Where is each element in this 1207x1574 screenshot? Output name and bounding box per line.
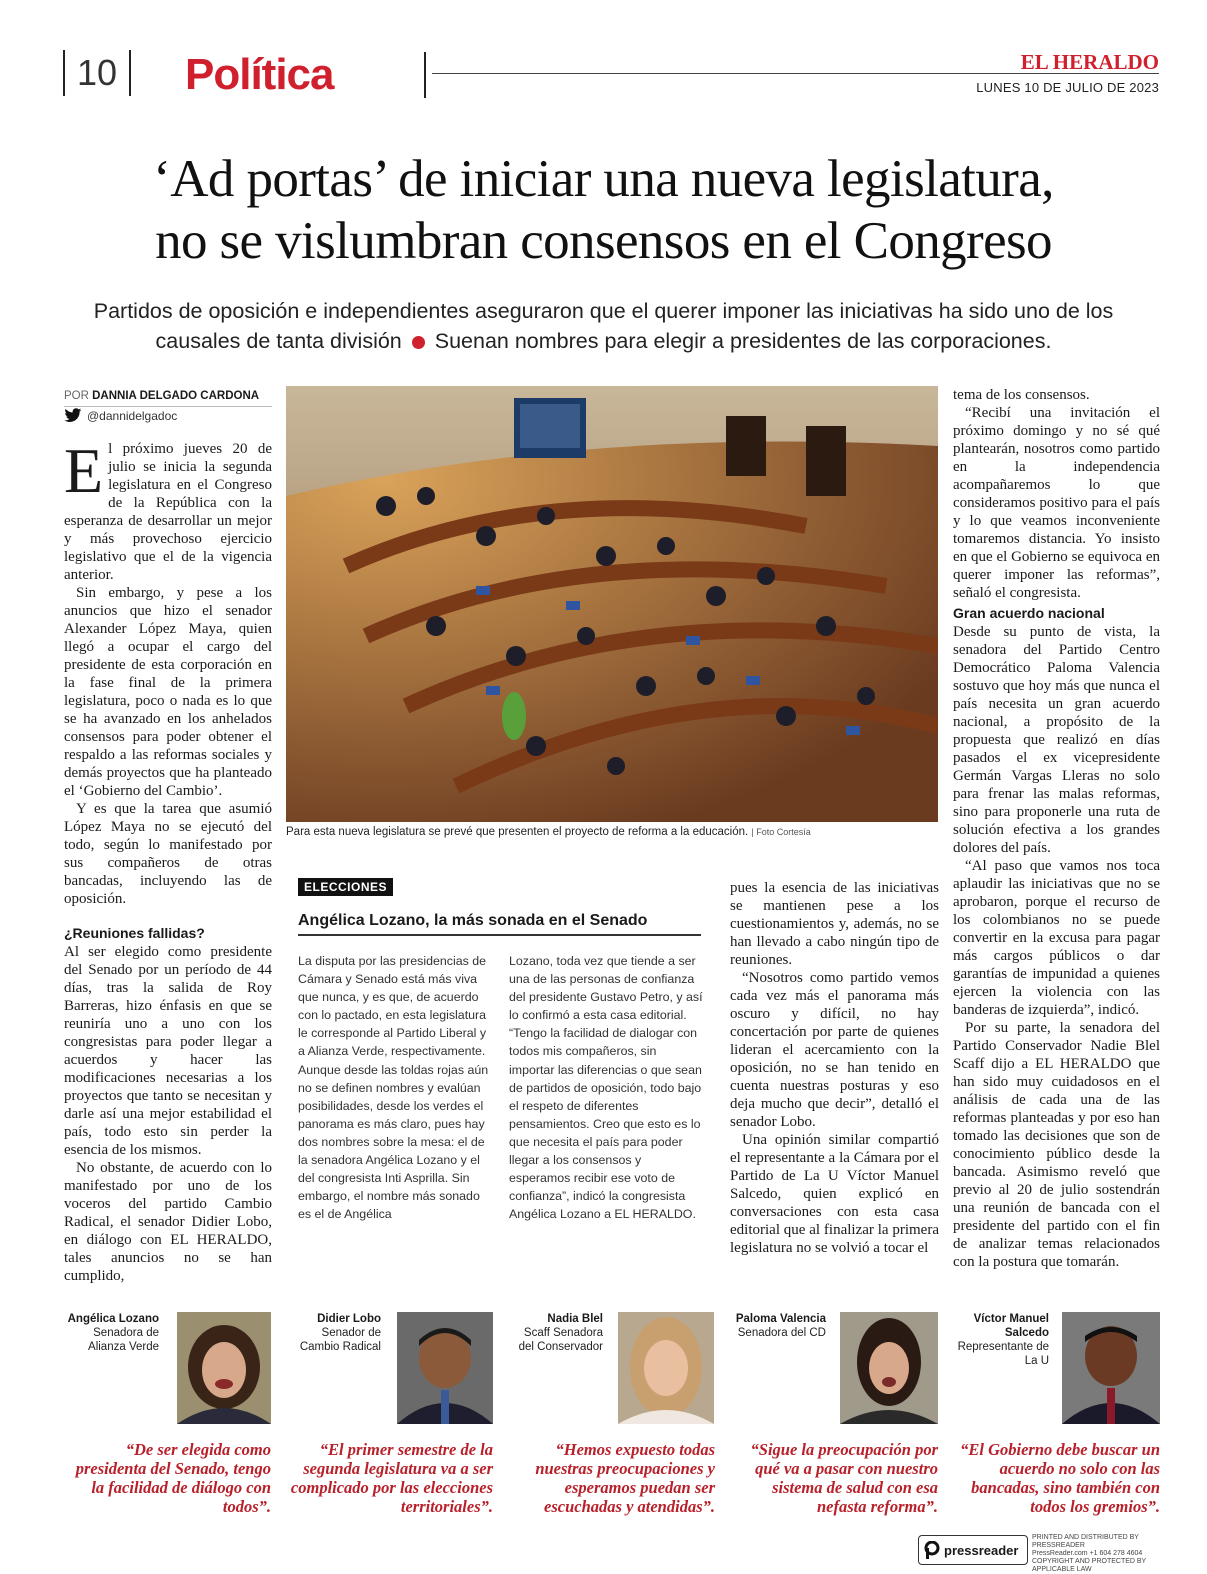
article-headline <box>40 148 1167 272</box>
paragraph: Una opinión similar compartió el representante a la Cámara por el Partido de La U Víctor Manuel Salcedo, quien explicó en conversaciones con esta casa editorial que al finalizar la primera legislatura no se volvió a tocar el <box>730 1132 939 1256</box>
section-kicker: ELECCIONES <box>298 878 393 896</box>
portrait-photo <box>1062 1312 1160 1424</box>
profile-role: Senador de Cambio Radical <box>299 1327 381 1353</box>
sidebar-column-1: La disputa por las presidencias de Cámara y Senado está más viva que nunca, y es que, de acuerdo con lo pactado, en esta legislatura le corresponde al Partido Liberal y a Alianza Verde, respectivamente. Aunque desde las toldas rojas aún no se definen nombres y evalúan posibilidades, desde los verdes el panorama es más claro, pues hay dos nombres sobre la mesa: el de la senadora Angélica Lozano y el del congresista Inti Asprilla. Sin embargo, el nombre más sonado es el de Angélica <box>298 954 489 1222</box>
profile-role: Senadora de Alianza Verde <box>88 1327 159 1353</box>
pressreader-label: pressreader <box>944 1542 1019 1558</box>
byline-prefix: POR <box>64 390 89 402</box>
article-column-4-top <box>953 386 1160 602</box>
profile-didier-lobo <box>286 1312 381 1354</box>
profile-name: Paloma Valencia <box>735 1313 826 1325</box>
paragraph: pues la esencia de las iniciativas se mantienen pese a los cuestionamientos y, además, no se han llevado a cabo ningún tipo de reuniones. <box>730 880 939 968</box>
notice-line: PressReader.com +1 604 278 4604 <box>1032 1550 1143 1557</box>
subheading: ¿Reuniones fallidas? <box>64 925 205 941</box>
paragraph: “Recibí una invitación el próximo domingo y no sé qué plantearán, nosotros como partido en la independencia acompañaremos lo que consideramos positivo para el país y lo que veamos inconveniente tomaremos distancia. Yo insisto en que el Gobierno se equivoca en querer imponer las reformas”, señaló el congresista. <box>953 405 1160 601</box>
profile-name: Angélica Lozano <box>67 1313 159 1325</box>
pull-quote: “Hemos expuesto todas nuestras preocupaciones y esperamos puedan ser escuchadas y atendidas”. <box>535 1440 715 1516</box>
profile-victor-manuel-salcedo <box>953 1312 1049 1368</box>
profile-role: Representante de La U <box>957 1341 1049 1367</box>
pressreader-icon <box>924 1541 940 1559</box>
twitter-handle: @dannidelgadoc <box>87 408 178 423</box>
byline-author[interactable]: DANNIA DELGADO CARDONA <box>92 390 260 402</box>
paragraph: “Nosotros como partido vemos cada vez más el panorama más oscuro y difícil, no hay concertación por parte de quienes lideran el acercamiento con la oposición, no se han tenido en cuenta nuestras posturas y eso deja mucho que decir”, detalló el senador Lobo. <box>730 970 939 1130</box>
subheading: Gran acuerdo nacional <box>953 605 1105 621</box>
article-column-1 <box>64 435 272 1285</box>
section-title: Política <box>185 50 334 99</box>
paragraph: Desde su punto de vista, la senadora del Partido Centro Democrático Paloma Valencia sostuvo que hoy más que nunca el país necesita un gran acuerdo nacional, a propósito de la propuesta que realizó en días pasados el ex vicepresidente Germán Vargas Lleras no solo para frenar las malas reformas, sino para proponerle una ruta de solución efectiva a los grandes dolores del país. <box>953 624 1160 856</box>
paragraph: Lozano, toda vez que tiende a ser una de las personas de confianza del presidente Gustavo Petro, y así lo confirmó a esta casa editorial. <box>509 954 703 1023</box>
pull-quote: “Sigue la preocupación por qué va a pasar con nuestro sistema de salud con esa nefasta reforma”. <box>750 1440 938 1516</box>
profile-name: Nadia Blel <box>547 1313 603 1325</box>
paragraph: No obstante, de acuerdo con lo manifestado por uno de los voceros del partido Cambio Radical, el senador Didier Lobo, en diálogo con EL HERALDO, tales anuncios no se han cumplido, <box>64 1160 272 1284</box>
drop-cap: E <box>64 435 104 506</box>
caption-text: Para esta nueva legislatura se prevé que presenten el proyecto de reforma a la educación. <box>286 826 749 838</box>
page-number: 10 <box>63 50 131 96</box>
deck-part-2: Suenan nombres para elegir a presidentes de las corporaciones. <box>434 329 1052 353</box>
header-divider <box>424 52 426 98</box>
pressreader-notice <box>1032 1534 1162 1574</box>
paragraph: Sin embargo, y pese a los anuncios que hizo el senador Alexander López Maya, quien llegó a ocupar el cargo del presidente de esta corporación en la fase final de la primera legislatura, poco o nada es lo que se ha avanzado en los anhelados consensos para poder obtener el respaldo a las reformas sociales y demás proyectos que ha planteado el ‘Gobierno del Cambio’. <box>64 585 272 799</box>
notice-line: COPYRIGHT AND PROTECTED BY APPLICABLE LAW <box>1032 1558 1147 1573</box>
headline-line-1: ‘Ad portas’ de iniciar una nueva legislatura, <box>153 150 1054 208</box>
sidebar-column-2 <box>509 952 703 1223</box>
pressreader-badge[interactable] <box>918 1535 1028 1565</box>
notice-line: PRINTED AND DISTRIBUTED BY PRESSREADER <box>1032 1534 1139 1549</box>
portrait-photo <box>618 1312 714 1424</box>
paragraph: tema de los consensos. <box>953 387 1090 403</box>
profile-name: Víctor Manuel Salcedo <box>973 1313 1049 1339</box>
profile-role: Senadora del CD <box>737 1327 826 1339</box>
paragraph: El próximo jueves 20 de julio se inicia la segunda legislatura en el Congreso de la República con la esperanza de desarrollar un mejor y más provechoso ejercicio legislativo que el de la vigencia anterior. <box>64 435 272 583</box>
article-column-3 <box>730 879 939 1257</box>
profile-name: Didier Lobo <box>317 1313 381 1325</box>
photo-credit: | Foto Cortesía <box>751 827 811 837</box>
photo-caption <box>286 826 938 838</box>
article-column-4 <box>953 604 1160 1271</box>
paragraph: Al ser elegido como presidente del Senado por un período de 44 días, tras la salida de Roy Barreras, hizo énfasis en que se reuniría uno a uno con los congresistas para poder llegar a acuerdos y hacer las modificaciones necesarias a los proyectos que tanto se necesitan y darle así una mejor estabilidad el país, todo esto sin perder la esencia de los mismos. <box>64 944 272 1158</box>
paragraph: “Al paso que vamos nos toca aplaudir las iniciativas que no se aprobaron, porque el recurso de los colombianos no se puede convertir en la excusa para pagar más cargos públicos o dar garantías de impunidad a quienes ejercen la violencia con las banderas de izquierda”, indicó. <box>953 858 1160 1018</box>
twitter-handle-row[interactable] <box>64 408 177 423</box>
pull-quote: “De ser elegida como presidenta del Senado, tengo la facilidad de diálogo con todos”. <box>75 1440 271 1516</box>
portrait-photo <box>840 1312 938 1424</box>
pull-quote: “El Gobierno debe buscar un acuerdo no solo con las bancadas, sino también con todos los gremios”. <box>960 1440 1160 1516</box>
byline <box>64 390 272 407</box>
pull-quote: “El primer semestre de la segunda legislatura va a ser complicado por las elecciones territoriales”. <box>290 1440 493 1516</box>
sidebar-title: Angélica Lozano, la más sonada en el Senado <box>298 912 701 936</box>
paragraph: Y es que la tarea que asumió López Maya no se ejecutó del todo, según lo manifestado por sus compañeros de otras bancadas, incluyendo las de oposición. <box>64 801 272 907</box>
profile-nadia-blel <box>508 1312 603 1354</box>
twitter-icon <box>64 408 82 423</box>
article-deck <box>60 296 1147 356</box>
headline-line-2: no se vislumbran consensos en el Congreso <box>155 212 1052 270</box>
paragraph: Por su parte, la senadora del Partido Conservador Nadie Blel Scaff dijo a EL HERALDO que han sido muy cuidadosos en el análisis de cada una de las reformas planteadas y por eso han tomado las decisiones que son de conocimiento público desde la bancada. Asimismo reveló que previo al 20 de julio sostendrán una reunión de bancada con el presidente del partido con el fin de analizar temas relacionados con la postura que tomarán. <box>953 1020 1160 1270</box>
congress-chamber-photo <box>286 386 938 822</box>
profile-paloma-valencia <box>730 1312 826 1340</box>
bullet-dot-icon <box>412 336 425 349</box>
profile-role: Scaff Senadora del Conservador <box>518 1327 603 1353</box>
portrait-photo <box>397 1312 493 1424</box>
masthead-logo[interactable]: EL HERALDO <box>1020 50 1159 74</box>
issue-date: LUNES 10 DE JULIO DE 2023 <box>976 80 1159 95</box>
deck-part-1: Partidos de oposición e independientes aseguraron que el querer imponer las iniciativas ha sido uno de los causales de tanta división <box>93 299 1114 353</box>
portrait-photo <box>177 1312 271 1424</box>
profile-angelica-lozano <box>64 1312 159 1354</box>
paragraph: “Tengo la facilidad de dialogar con todos mis compañeros, sin importar las diferencias o que sean de partidos de oposición, todo bajo el respeto de diferentes pensamientos. Creo que esto es lo que necesita el país para poder llegar a los consensos y esperamos recibir ese voto de confianza”, indicó la congresista Angélica Lozano a EL HERALDO. <box>509 1026 702 1222</box>
